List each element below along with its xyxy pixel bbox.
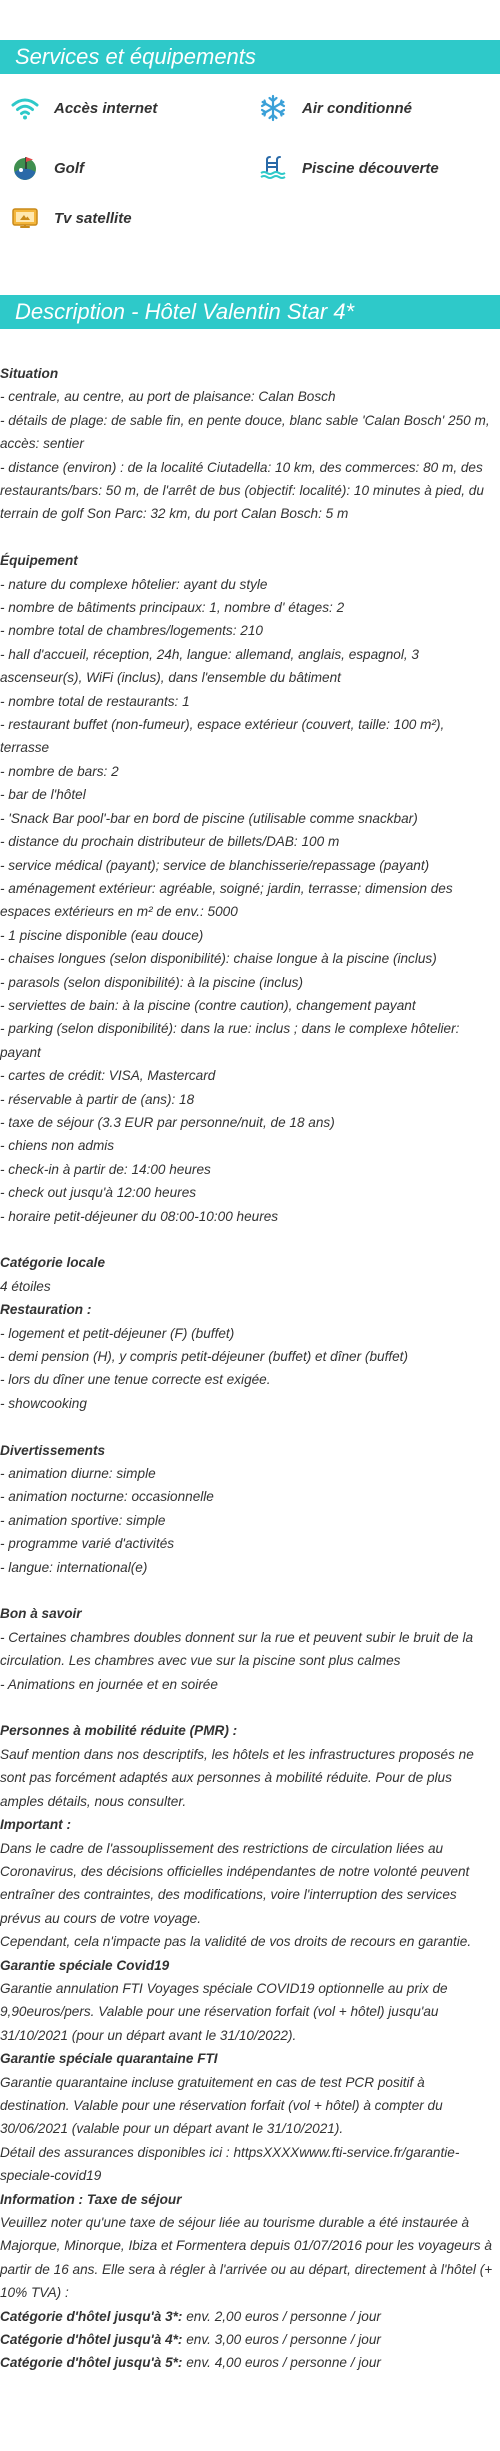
description-line: - programme varié d'activités (0, 1536, 175, 1552)
description-banner (0, 295, 500, 329)
services-banner (0, 40, 500, 74)
tax-category-line (0, 2351, 497, 2374)
section-heading: Garantie spéciale Covid19 (0, 1957, 170, 1973)
description-line: Cependant, cela n'impacte pas la validité de vos droits de recours en garantie. (0, 1934, 472, 1950)
description-line: 4 étoiles (0, 1278, 51, 1294)
service-label: Air conditionné (302, 99, 412, 117)
tv-icon (10, 203, 40, 233)
description-title: Description - Hôtel Valentin Star 4* (15, 299, 355, 324)
tax-category-label: Catégorie d'hôtel jusqu'à 4*: (0, 2332, 183, 2348)
service-label: Piscine découverte (302, 159, 439, 177)
description-line: - nombre de bars: 2 (0, 763, 119, 779)
description-line: - animation sportive: simple (0, 1512, 166, 1528)
description-line: - animation nocturne: occasionnelle (0, 1489, 214, 1505)
pool-icon (258, 153, 288, 183)
service-internet (10, 93, 157, 123)
description-line: Dans le cadre de l'assouplissement des restrictions de circulation liées au Coronavirus, des décisions officielles indépendantes de notre volonté peuvent entraîner des contraintes, des modifications, voire l'interruption des services prévus au cours de votre voyage. (0, 1840, 470, 1926)
description-line: - 'Snack Bar pool'-bar en bord de piscine (utilisable comme snackbar) (0, 810, 418, 826)
description-line: - bar de l'hôtel (0, 787, 86, 803)
description-line: - centrale, au centre, au port de plaisance: Calan Bosch (0, 389, 336, 405)
tax-category-value: env. 2,00 euros / personne / jour (182, 2308, 381, 2324)
description-line: - réservable à partir de (ans): 18 (0, 1091, 195, 1107)
section-heading: Personnes à mobilité réduite (PMR) : (0, 1723, 238, 1739)
description-line: - chiens non admis (0, 1138, 115, 1154)
description-line: Garantie annulation FTI Voyages spéciale COVID19 optionnelle au prix de 9,90euros/pers. Valable pour une réservation forfait (vol + hôtel) jusqu'au 31/10/2021 (pour un départ avant le 31/10/2022). (0, 1980, 448, 2043)
tax-category-value: env. 3,00 euros / personne / jour (182, 2332, 381, 2348)
description-line: - check out jusqu'à 12:00 heures (0, 1185, 197, 1201)
description-line: - restaurant buffet (non-fumeur), espace extérieur (couvert, taille: 100 m²), terrasse (0, 717, 445, 756)
description-line: - Certaines chambres doubles donnent sur la rue et peuvent subir le bruit de la circulation. Les chambres avec vue sur la piscine sont plus calmes (0, 1629, 474, 1669)
description-line: - lors du dîner une tenue correcte est exigée. (0, 1372, 271, 1388)
paragraph-spacer (0, 1579, 497, 1602)
description-line: - parking (selon disponibilité): dans la rue: inclus ; dans le complexe hôtelier: payant (0, 1021, 460, 1060)
description-line: - taxe de séjour (3.3 EUR par personne/nuit, de 18 ans) (0, 1114, 335, 1130)
description-line: - nature du complexe hôtelier: ayant du style (0, 576, 268, 592)
description-line: Détail des assurances disponibles ici : httpsXXXXwww.fti-service.fr/garantie-speciale-covid19 (0, 2144, 460, 2184)
service-label: Accès internet (54, 99, 158, 117)
service-label: Golf (54, 159, 84, 177)
service-golf (10, 153, 84, 183)
description-line: - cartes de crédit: VISA, Mastercard (0, 1068, 216, 1084)
description-line: - service médical (payant); service de blanchisserie/repassage (payant) (0, 857, 430, 873)
description-line: - parasols (selon disponibilité): à la piscine (inclus) (0, 974, 303, 990)
description-line: Garantie quarantaine incluse gratuitement en cas de test PCR positif à destination. Valable pour une réservation forfait (vol + hôtel) à compter du 30/06/2021 (valable pour un départ avant le 31/10/2021). (0, 2074, 443, 2137)
description-line: Veuillez noter qu'une taxe de séjour liée au tourisme durable a été instaurée à Majorque, Minorque, Ibiza et Formentera depuis 01/07/2016 pour les voyageurs à partir de 16 ans. Elle sera à régler à l'arrivée ou au départ, directement à l'hôtel (+ 10% TVA) : (0, 2215, 493, 2301)
description-line: - distance (environ) : de la localité Ciutadella: 10 km, des commerces: 80 m, des restaurants/bars: 50 m, de l'arrêt de bus (objectif: localité): 10 minutes à pied, du terrain de golf Son Parc: 32 km, du port Calan Bosch: 5 m (0, 459, 484, 522)
tax-category-line (0, 2305, 497, 2328)
description-line: - nombre de bâtiments principaux: 1, nombre d' étages: 2 (0, 600, 345, 616)
section-heading: Situation (0, 366, 59, 381)
golf-icon (10, 153, 40, 183)
paragraph-spacer (0, 1415, 497, 1438)
tax-category-value: env. 4,00 euros / personne / jour (182, 2355, 381, 2371)
description-line: - logement et petit-déjeuner (F) (buffet) (0, 1325, 235, 1341)
description-line: - hall d'accueil, réception, 24h, langue: allemand, anglais, espagnol, 3 ascenseur(s), WiFi (inclus), dans l'ensemble du bâtiment (0, 646, 419, 686)
service-label: Tv satellite (54, 209, 132, 227)
section-heading: Restauration : (0, 1302, 92, 1318)
description-line: - détails de plage: de sable fin, en pente douce, blanc sable 'Calan Bosch' 250 m, accès: sentier (0, 412, 490, 452)
description-line: - nombre total de chambres/logements: 210 (0, 623, 263, 639)
snowflake-icon (258, 93, 288, 123)
section-heading: Catégorie locale (0, 1255, 106, 1271)
tax-category-line (0, 2328, 497, 2351)
description-line: - Animations en journée et en soirée (0, 1676, 218, 1692)
paragraph-spacer (0, 1228, 497, 1251)
wifi-icon (10, 93, 40, 123)
description-line: - horaire petit-déjeuner du 08:00-10:00 heures (0, 1208, 279, 1224)
service-air-conditioning (258, 93, 412, 123)
description-line: - check-in à partir de: 14:00 heures (0, 1161, 211, 1177)
description-line: - nombre total de restaurants: 1 (0, 693, 190, 709)
description-line: - langue: international(e) (0, 1559, 148, 1575)
section-heading: Garantie spéciale quarantaine FTI (0, 2051, 218, 2067)
paragraph-spacer (0, 1696, 497, 1719)
description-line: - showcooking (0, 1395, 87, 1411)
description-line: Sauf mention dans nos descriptifs, les hôtels et les infrastructures proposés ne sont pas forcément adaptés aux personnes à mobilité réduite. Pour de plus amples détails, nous consulter. (0, 1746, 474, 1809)
section-heading: Bon à savoir (0, 1606, 82, 1622)
description-line: - demi pension (H), y compris petit-déjeuner (buffet) et dîner (buffet) (0, 1349, 408, 1365)
description-line: - aménagement extérieur: agréable, soigné; jardin, terrasse; dimension des espaces extérieurs en m² de env.: 5000 (0, 880, 453, 920)
section-heading: Divertissements (0, 1442, 106, 1458)
description-line: - distance du prochain distributeur de billets/DAB: 100 m (0, 834, 340, 850)
hotel-description (0, 362, 497, 2375)
description-line: - chaises longues (selon disponibilité): chaise longue à la piscine (inclus) (0, 951, 437, 967)
description-line: - animation diurne: simple (0, 1466, 156, 1482)
section-heading: Équipement (0, 553, 78, 569)
tax-category-label: Catégorie d'hôtel jusqu'à 3*: (0, 2308, 183, 2324)
service-outdoor-pool (258, 153, 439, 183)
services-title: Services et équipements (15, 44, 256, 69)
paragraph-spacer (0, 526, 497, 549)
section-heading: Important : (0, 1817, 71, 1833)
service-satellite-tv (10, 203, 132, 233)
description-line: - 1 piscine disponible (eau douce) (0, 927, 204, 943)
tax-category-label: Catégorie d'hôtel jusqu'à 5*: (0, 2355, 183, 2371)
section-heading: Information : Taxe de séjour (0, 2191, 182, 2207)
description-line: - serviettes de bain: à la piscine (contre caution), changement payant (0, 997, 416, 1013)
